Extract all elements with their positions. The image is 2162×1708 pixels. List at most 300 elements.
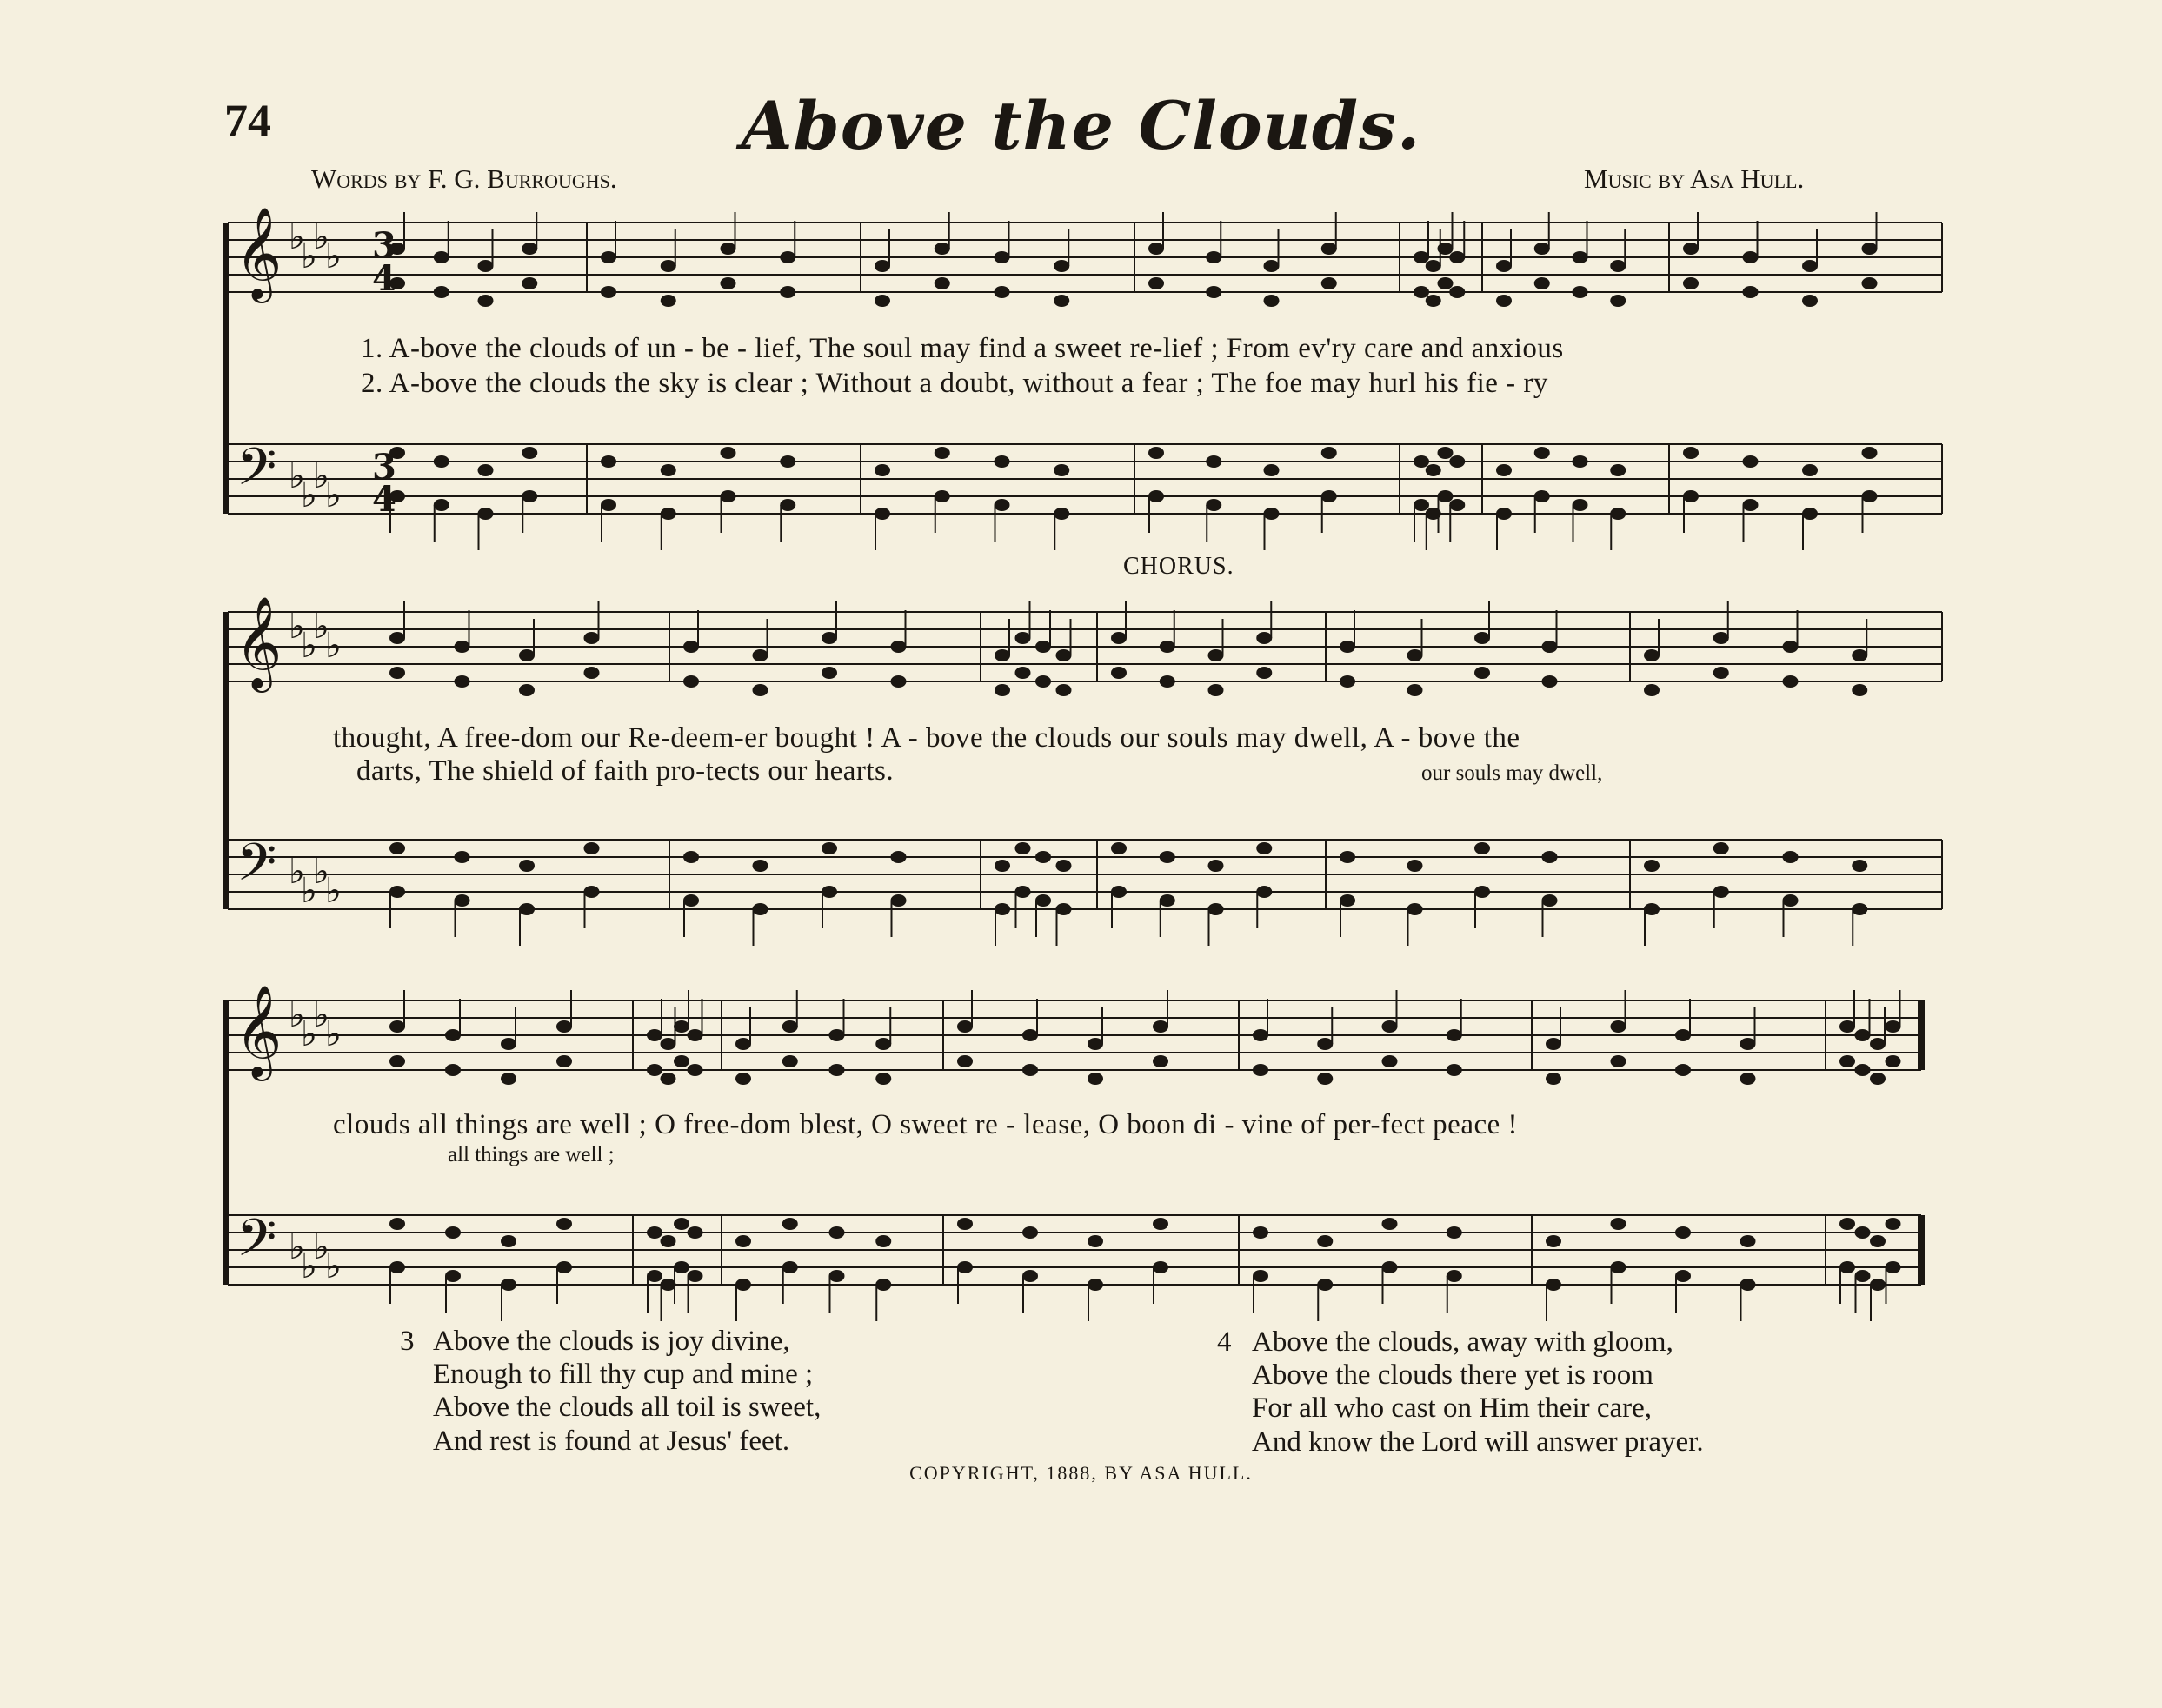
note-head [1148,447,1164,459]
note-head [601,251,616,263]
note-head [1414,455,1429,468]
note-head [1542,851,1558,863]
note-head [556,1218,572,1230]
note-head [688,1270,703,1282]
note-head [1474,632,1490,644]
note-head [829,1270,845,1282]
note-head [1542,894,1558,907]
note-head [875,260,890,272]
note-head [735,1279,751,1291]
note-head [601,455,616,468]
note-head [647,1029,662,1041]
flat-icon: ♭ [301,626,317,666]
note-head [1534,447,1550,459]
stanza-4-line-3: For all who cast on Him their care, [1252,1392,1653,1424]
note-head [1160,894,1175,907]
note-head [1054,295,1069,307]
note-head [1264,464,1280,476]
note-head [721,243,736,255]
note-head [1802,295,1818,307]
note-head [601,286,616,298]
note-head [1683,490,1699,502]
bass-clef-icon: 𝄢 [236,1207,277,1280]
note-head [1449,251,1465,263]
note-head [957,1261,973,1273]
note-head [1573,251,1588,263]
note-head [1264,260,1280,272]
note-head [1253,1064,1268,1076]
note-head [683,641,699,653]
note-head [434,499,449,511]
note-head [1256,667,1272,679]
note-head [661,1279,676,1291]
note-head [1802,464,1818,476]
note-head [661,1235,676,1247]
flat-icon: ♭ [301,871,317,911]
note-head [875,464,890,476]
note-head [995,649,1010,661]
time-signature-numeral: 4 [372,258,396,299]
flat-icon: ♭ [313,852,329,892]
note-head [1414,286,1429,298]
music-credit: Music by Asa Hull. [1584,163,1805,194]
note-head [1713,632,1729,644]
note-head [875,508,890,520]
note-head [647,1064,662,1076]
note-head [1160,641,1175,653]
note-head [445,1226,461,1239]
note-head [1886,1055,1901,1067]
note-head [1870,1279,1886,1291]
note-head [434,251,449,263]
note-head [455,894,470,907]
note-head [434,455,449,468]
note-head [1414,499,1429,511]
note-head [782,1218,798,1230]
note-head [1056,903,1072,915]
note-head [389,842,405,854]
note-head [1496,295,1512,307]
note-head [735,1235,751,1247]
system1-verse2-lyrics: 2. A-bove the clouds the sky is clear ; Without a doubt, without a fear ; The foe may hurl his fie - ry [361,368,1548,399]
note-head [1438,243,1454,255]
note-head [780,455,795,468]
note-head [829,1029,845,1041]
note-head [661,1038,676,1050]
note-head [995,860,1010,872]
note-head [1839,1218,1855,1230]
note-head [1015,632,1031,644]
note-head [1855,1270,1871,1282]
flat-icon: ♭ [289,852,305,892]
note-head [1743,499,1759,511]
note-head [780,286,795,298]
note-head [674,1020,689,1033]
flat-icon: ♭ [301,1246,317,1286]
note-head [1474,842,1490,854]
note-head [1340,894,1355,907]
note-head [1644,684,1660,696]
note-head [519,684,535,696]
note-head [1546,1235,1561,1247]
note-head [1208,649,1224,661]
note-head [891,851,907,863]
note-head [1111,886,1127,898]
note-head [683,894,699,907]
note-head [455,675,470,688]
note-head [688,1064,703,1076]
note-head [1015,842,1031,854]
note-head [556,1261,572,1273]
note-head [1054,464,1069,476]
system1-verse1-lyrics: 1. A-bove the clouds of un - be - lief, The soul may find a sweet re-lief ; From ev'ry care and anxious [361,333,1564,364]
note-head [1610,508,1626,520]
stanza-4-line-2: Above the clouds there yet is room [1252,1359,1653,1391]
note-head [1056,684,1072,696]
note-head [1035,851,1051,863]
note-head [1743,455,1759,468]
note-head [995,455,1010,468]
note-head [1382,1055,1398,1067]
time-signature-numeral: 4 [372,479,396,520]
note-head [661,295,676,307]
stanza-4-line-1: Above the clouds, away with gloom, [1252,1326,1673,1358]
note-head [478,464,494,476]
note-head [1206,455,1221,468]
note-head [782,1020,798,1033]
note-head [1153,1020,1168,1033]
note-head [1022,1226,1038,1239]
note-head [1321,447,1337,459]
note-head [822,842,837,854]
note-head [584,667,600,679]
note-head [957,1218,973,1230]
note-head [522,243,537,255]
note-head [735,1073,751,1085]
note-head [1683,243,1699,255]
note-head [1862,243,1878,255]
note-head [1111,842,1127,854]
note-head [1035,675,1051,688]
note-head [1160,675,1175,688]
flat-icon: ♭ [289,456,305,496]
note-head [1740,1038,1756,1050]
note-head [519,903,535,915]
note-head [519,649,535,661]
flat-icon: ♭ [325,1014,342,1054]
flat-icon: ♭ [313,456,329,496]
note-head [1054,508,1069,520]
note-head [1474,667,1490,679]
note-head [822,632,837,644]
note-head [389,632,405,644]
system2-verse2-lyrics: darts, The shield of faith pro-tects our hearts. [356,755,895,787]
time-signature-numeral: 3 [372,447,396,488]
note-head [1088,1073,1103,1085]
note-head [1611,1261,1626,1273]
note-head [1111,667,1127,679]
bass-clef-icon: 𝄢 [236,832,277,905]
note-head [455,641,470,653]
flat-icon: ♭ [301,475,317,515]
note-head [1160,851,1175,863]
note-head [1206,286,1221,298]
flat-icon: ♭ [289,607,305,647]
note-head [661,260,676,272]
note-head [1015,886,1031,898]
note-head [780,499,795,511]
note-head [445,1029,461,1041]
note-head [1675,1029,1691,1041]
bass-clef-icon: 𝄢 [236,436,277,509]
system3-lyrics: clouds all things are well ; O free-dom blest, O sweet re - lease, O boon di - vine of per-fect peace ! [333,1109,1519,1140]
note-head [875,295,890,307]
note-head [1611,1020,1626,1033]
note-head [584,886,600,898]
note-head [389,1020,405,1033]
note-head [501,1279,516,1291]
note-head [1852,903,1867,915]
note-head [661,508,676,520]
note-head [1264,508,1280,520]
note-head [1414,251,1429,263]
note-head [875,1038,891,1050]
note-head [389,1218,405,1230]
note-head [875,1073,891,1085]
note-head [1015,667,1031,679]
note-head [1740,1279,1756,1291]
note-head [829,1226,845,1239]
note-head [1534,277,1550,289]
note-head [957,1055,973,1067]
flat-icon: ♭ [289,217,305,257]
note-head [1449,286,1465,298]
copyright-notice: COPYRIGHT, 1888, BY ASA HULL. [909,1462,1253,1484]
stanza-4-number: 4 [1217,1326,1232,1358]
treble-clef-icon: 𝄞 [235,206,283,299]
note-head [1870,1038,1886,1050]
treble-clef-icon: 𝄞 [235,984,283,1077]
note-head [1675,1226,1691,1239]
flat-icon: ♭ [289,1227,305,1267]
note-head [782,1055,798,1067]
note-head [556,1055,572,1067]
note-head [721,490,736,502]
note-head [1675,1270,1691,1282]
note-head [688,1226,703,1239]
note-head [1088,1279,1103,1291]
note-head [1855,1226,1871,1239]
note-head [389,667,405,679]
note-head [584,632,600,644]
note-head [688,1029,703,1041]
note-head [1449,499,1465,511]
note-head [721,277,736,289]
note-head [389,1055,405,1067]
stanza-3-number: 3 [400,1326,415,1357]
flat-icon: ♭ [325,1246,342,1286]
note-head [1206,251,1221,263]
flat-icon: ♭ [301,236,317,276]
note-head [891,675,907,688]
flat-icon: ♭ [325,626,342,666]
note-head [822,886,837,898]
note-head [1852,649,1867,661]
note-head [455,851,470,863]
note-head [501,1038,516,1050]
note-head [1340,675,1355,688]
note-head [995,499,1010,511]
note-head [1256,842,1272,854]
note-head [1317,1073,1333,1085]
note-head [501,1073,516,1085]
note-head [1611,1055,1626,1067]
stanza-4-line-4: And know the Lord will answer prayer. [1252,1426,1704,1458]
note-head [753,649,768,661]
note-head [1862,490,1878,502]
note-head [1022,1270,1038,1282]
note-head [1056,860,1072,872]
note-head [1447,1064,1462,1076]
note-head [1206,499,1221,511]
note-head [1148,490,1164,502]
note-head [1340,641,1355,653]
note-head [601,499,616,511]
note-head [1839,1020,1855,1033]
note-head [780,251,795,263]
note-head [1610,260,1626,272]
chorus-label: CHORUS. [1123,553,1234,580]
note-head [995,684,1010,696]
stanza-3-line-1: Above the clouds is joy divine, [433,1326,790,1357]
note-head [1474,886,1490,898]
note-head [1496,508,1512,520]
note-head [1610,464,1626,476]
treble-clef-icon: 𝄞 [235,595,283,688]
hymn-title: Above the Clouds. [741,87,1421,164]
note-head [478,508,494,520]
note-head [1573,455,1588,468]
page-number: 74 [224,95,271,147]
note-head [1713,842,1729,854]
note-head [1862,277,1878,289]
note-head [1740,1235,1756,1247]
note-head [1802,260,1818,272]
note-head [1644,649,1660,661]
note-head [1886,1020,1901,1033]
note-head [1208,684,1224,696]
note-head [1534,490,1550,502]
flat-icon: ♭ [325,475,342,515]
note-head [1088,1038,1103,1050]
note-head [721,447,736,459]
note-head [1447,1270,1462,1282]
note-head [1253,1226,1268,1239]
note-head [584,842,600,854]
system3-bass-echo: all things are well ; [448,1143,615,1166]
note-head [1407,903,1423,915]
note-head [1683,277,1699,289]
time-signature-numeral: 3 [372,225,396,266]
note-head [683,675,699,688]
note-head [829,1064,845,1076]
note-head [389,1261,405,1273]
note-head [1862,447,1878,459]
note-head [935,447,950,459]
note-head [1407,649,1423,661]
note-head [1534,243,1550,255]
note-head [1153,1055,1168,1067]
note-head [1035,894,1051,907]
note-head [1317,1038,1333,1050]
note-head [875,1235,891,1247]
note-head [1088,1235,1103,1247]
note-head [995,903,1010,915]
note-head [674,1055,689,1067]
note-head [1054,260,1069,272]
note-head [1855,1029,1871,1041]
note-head [1426,295,1441,307]
flat-icon: ♭ [325,236,342,276]
note-head [1447,1226,1462,1239]
note-head [1542,641,1558,653]
note-head [1407,684,1423,696]
note-head [1839,1261,1855,1273]
note-head [935,243,950,255]
note-head [1253,1270,1268,1282]
note-head [1713,667,1729,679]
note-head [1264,295,1280,307]
note-head [1208,860,1224,872]
note-head [1644,903,1660,915]
note-head [875,1279,891,1291]
note-head [935,490,950,502]
note-head [1683,447,1699,459]
note-head [1438,490,1454,502]
system2-verse1-lyrics: thought, A free-dom our Re-deem-er bought ! A - bove the clouds our souls may dwell, A - bove the [333,722,1520,754]
flat-icon: ♭ [313,607,329,647]
note-head [1870,1235,1886,1247]
flat-icon: ♭ [313,1227,329,1267]
note-head [1035,641,1051,653]
note-head [1783,851,1799,863]
note-head [1675,1064,1691,1076]
note-head [1438,447,1454,459]
note-head [556,1020,572,1033]
note-head [1153,1261,1168,1273]
stanza-3-line-4: And rest is found at Jesus' feet. [433,1426,790,1457]
note-head [1740,1073,1756,1085]
note-head [1783,641,1799,653]
note-head [683,851,699,863]
words-credit: Words by F. G. Burroughs. [311,163,617,194]
note-head [1256,886,1272,898]
note-head [434,286,449,298]
note-head [1644,860,1660,872]
note-head [1783,894,1799,907]
note-head [1148,243,1164,255]
note-head [674,1261,689,1273]
note-head [1056,649,1072,661]
note-head [1426,260,1441,272]
note-head [1438,277,1454,289]
note-head [1546,1073,1561,1085]
note-head [1111,632,1127,644]
note-head [1256,632,1272,644]
note-head [519,860,535,872]
note-head [1321,243,1337,255]
note-head [1852,860,1867,872]
